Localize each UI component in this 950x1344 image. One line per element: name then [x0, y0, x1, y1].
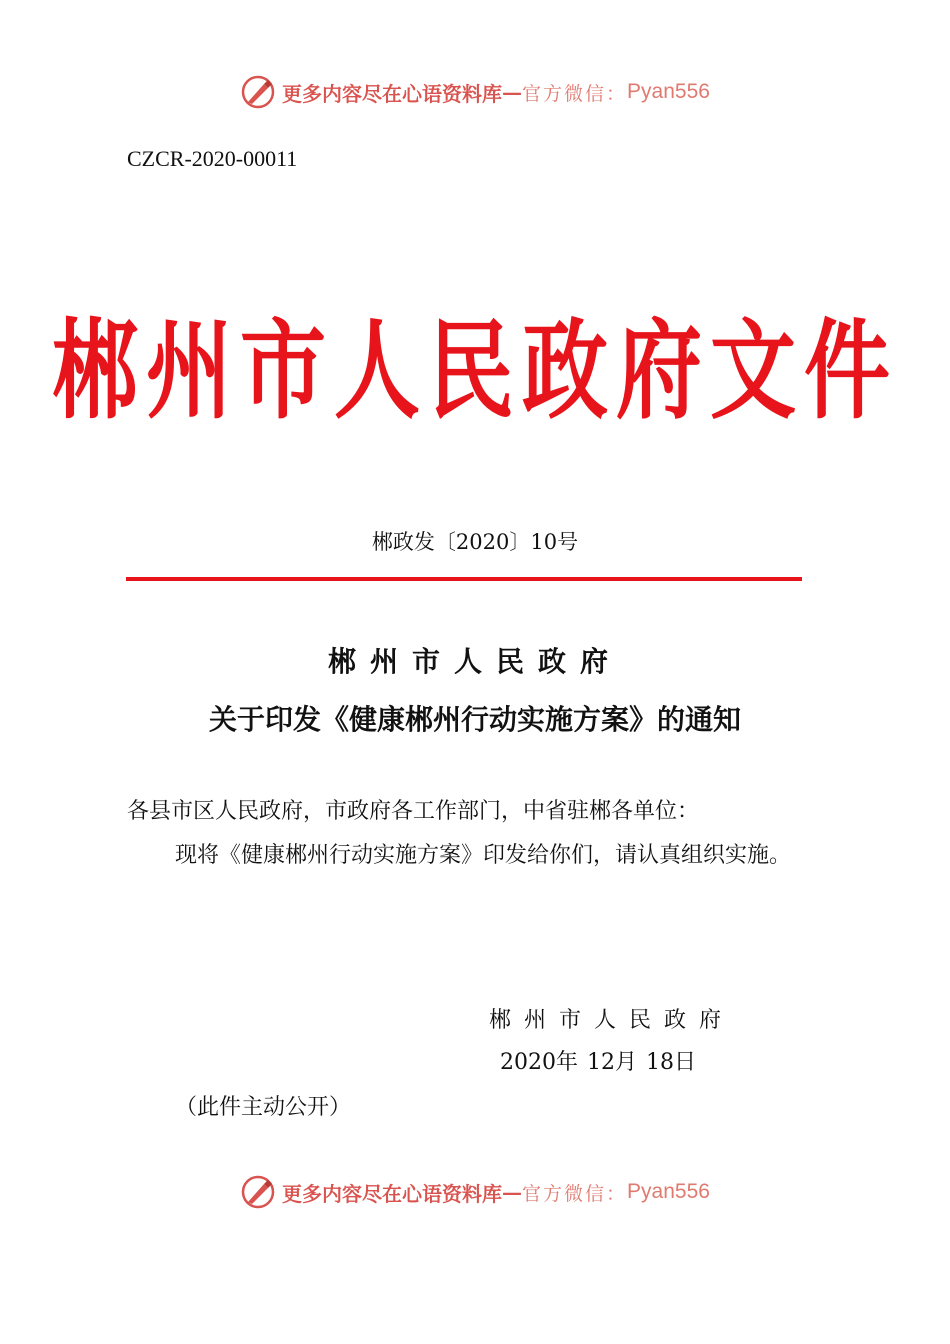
watermark-wechat-id: Pyan556 [627, 80, 710, 103]
watermark-dash: — [502, 80, 523, 104]
document-number: 郴政发〔2020〕10号 [371, 530, 579, 554]
body-paragraph: 现将《健康郴州行动实施方案》印发给你们，请认真组织实施。 [175, 843, 792, 868]
document-code: CZCR-2020-00011 [127, 146, 298, 171]
watermark-wechat-id: Pyan556 [627, 1180, 710, 1203]
addressee: 各县市区人民政府，市政府各工作部门，中省驻郴各单位： [127, 799, 700, 824]
watermark-wechat-label: 官方微信： [522, 82, 628, 105]
watermark-dash: — [502, 1180, 523, 1204]
signature-org: 郴州市人民政府 [489, 1008, 735, 1033]
watermark-banner-bottom [0, 1172, 950, 1212]
pen-logo-icon [240, 74, 276, 110]
watermark-wechat-label: 官方微信： [522, 1182, 628, 1205]
signature-date: 2020年 12月 18日 [500, 1050, 696, 1075]
watermark-banner-top [0, 72, 950, 112]
red-divider [126, 577, 802, 581]
document-red-header: 郴州市人民政府文件 [52, 309, 898, 435]
disclosure-note: （此件主动公开） [175, 1095, 352, 1120]
watermark-brand-text: 更多内容尽在心语资料库 [282, 1181, 503, 1206]
pen-logo-icon [240, 1174, 276, 1210]
document-title-line1: 郴州市人民政府 [327, 645, 622, 678]
watermark-brand-text: 更多内容尽在心语资料库 [282, 81, 503, 106]
document-title-line2: 关于印发《健康郴州行动实施方案》的通知 [208, 703, 741, 736]
